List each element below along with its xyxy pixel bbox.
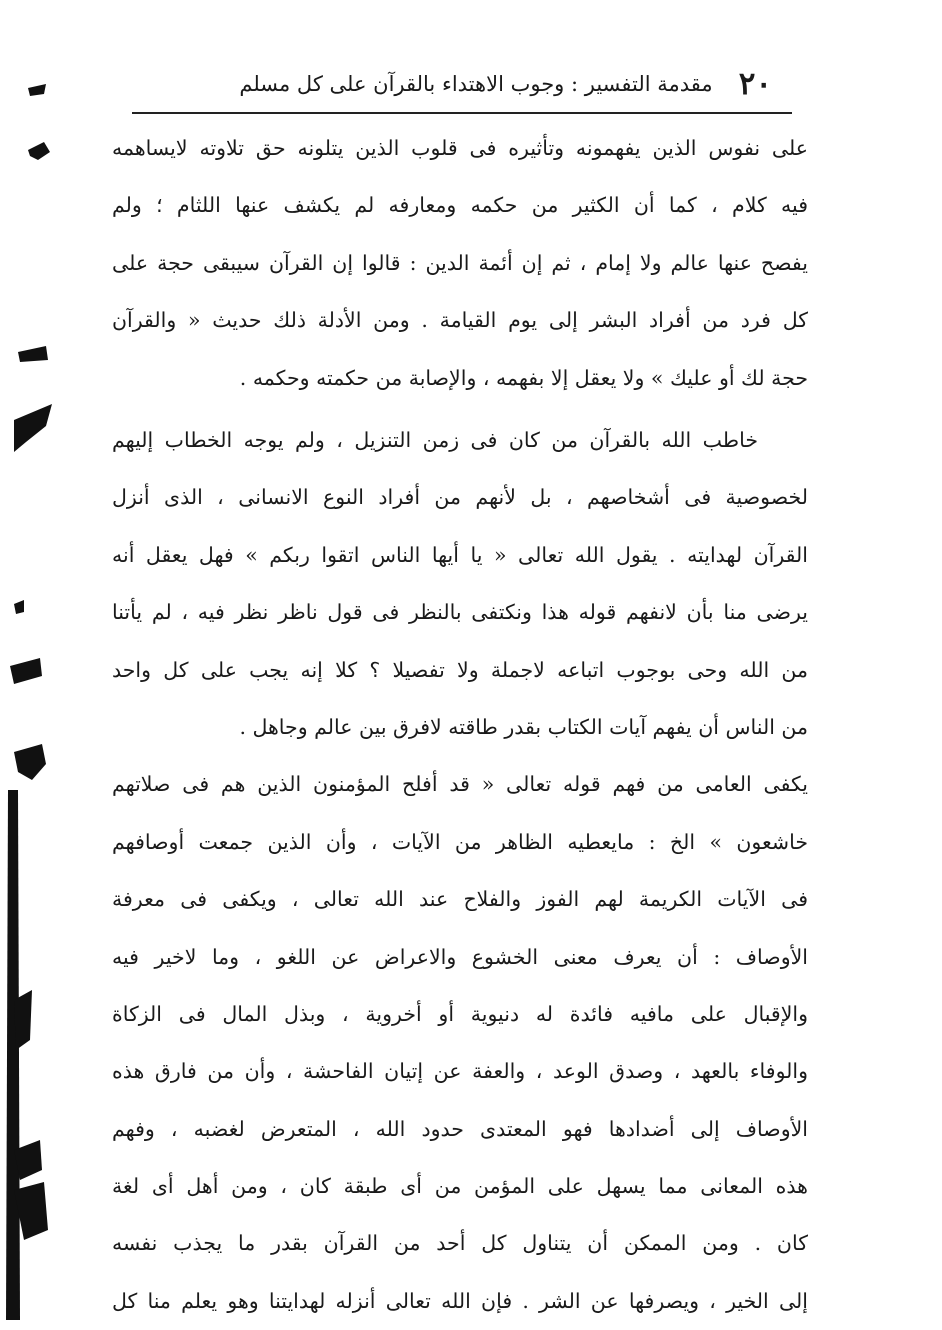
text-line: الأوصاف : أن يعرف معنى الخشوع والاعراض عن اللغو ، وما لاخير فيه — [112, 944, 808, 969]
scan-speck — [18, 346, 48, 362]
scan-speck — [28, 142, 50, 160]
scan-speck — [28, 84, 46, 96]
text-line: من الناس أن يفهم آيات الكتاب بقدر طاقته لافرق بين عالم وجاهل . — [239, 714, 808, 739]
text-line: حجة لك أو عليك » ولا يعقل إلا بفهمه ، والإصابة من حكمته وحكمه . — [239, 365, 808, 390]
scan-edge-strip — [6, 790, 20, 1320]
scan-speck — [14, 990, 32, 1050]
text-line: من الله وحى بوجوب اتباعه لاجملة ولا تفصيلا ؟ كلا إنه يجب على كل واحد — [112, 657, 808, 682]
running-title: مقدمة التفسير : وجوب الاهتداء بالقرآن على كل مسلم — [239, 72, 713, 96]
scan-speck — [14, 744, 46, 780]
text-line: هذه المعانى مما يسهل على المؤمن من أى طبقة كان ، ومن أهل أى لغة — [112, 1174, 808, 1199]
text-line: كان . ومن الممكن أن يتناول كل أحد من القرآن بقدر ما يجذب نفسه — [112, 1231, 808, 1256]
scan-speck — [10, 658, 42, 684]
scan-speck — [14, 600, 24, 614]
scan-speck — [14, 404, 52, 452]
text-line: يكفى العامى من فهم قوله تعالى « قد أفلح المؤمنون الذين هم فى صلاتهم — [112, 772, 808, 797]
text-line: كل فرد من أفراد البشر إلى يوم القيامة . ومن الأدلة ذلك حديث « والقرآن — [112, 308, 808, 333]
text-line: على نفوس الذين يفهمونه وتأثيره فى قلوب الذين يتلونه حق تلاوته لايساهمه — [112, 136, 808, 160]
text-line: إلى الخير ، ويصرفها عن الشر . فإن الله تعالى أنزله لهدايتنا وهو يعلم منا كل — [112, 1288, 808, 1313]
text-line: والوفاء بالعهد ، وصدق الوعد ، والعفة عن إتيان الفاحشة ، وأن من فارق هذه — [112, 1059, 808, 1084]
paragraph-1 — [112, 120, 808, 407]
header-rule — [132, 112, 792, 114]
text-line: خاطب الله بالقرآن من كان فى زمن التنزيل ، ولم يوجه الخطاب إليهم — [112, 428, 758, 452]
text-line: لخصوصية فى أشخاصهم ، بل لأنهم من أفراد النوع الانسانى ، الذى أنزل — [112, 485, 808, 510]
text-line: خاشعون » الخ : مايعطيه الظاهر من الآيات ، وأن الذين جمعت أوصافهم — [112, 829, 808, 854]
text-line: فيه كلام ، كما أن الكثير من حكمه ومعارفه لم يكشف عنها اللثام ؛ ولم — [112, 193, 808, 218]
page-header — [200, 62, 772, 106]
paragraph-2 — [112, 412, 808, 1330]
text-line: يرضى منا بأن لانفهم قوله هذا ونكتفى بالنظر فى قول ناظر نظر فيه ، لم يأتنا — [112, 600, 808, 625]
text-line: الأوصاف إلى أضدادها فهو المعتدى حدود الله ، المتعرض لغضبه ، وفهم — [112, 1116, 808, 1141]
scan-edge-marks — [0, 0, 110, 1320]
text-line: فى الآيات الكريمة لهم الفوز والفلاح عند الله تعالى ، ويكفى فى معرفة — [112, 887, 808, 912]
page-number: ٢٠ — [738, 66, 772, 102]
text-line: يفصح عنها عالم ولا إمام ، ثم إن أئمة الدين : قالوا إن القرآن سيبقى حجة على — [112, 250, 808, 275]
text-line: القرآن لهدايته . يقول الله تعالى « يا أيها الناس اتقوا ربكم » فهل يعقل أنه — [112, 542, 808, 567]
text-line: والإقبال على مافيه فائدة له دنيوية أو أخروية ، وبذل المال فى الزكاة — [112, 1001, 808, 1026]
